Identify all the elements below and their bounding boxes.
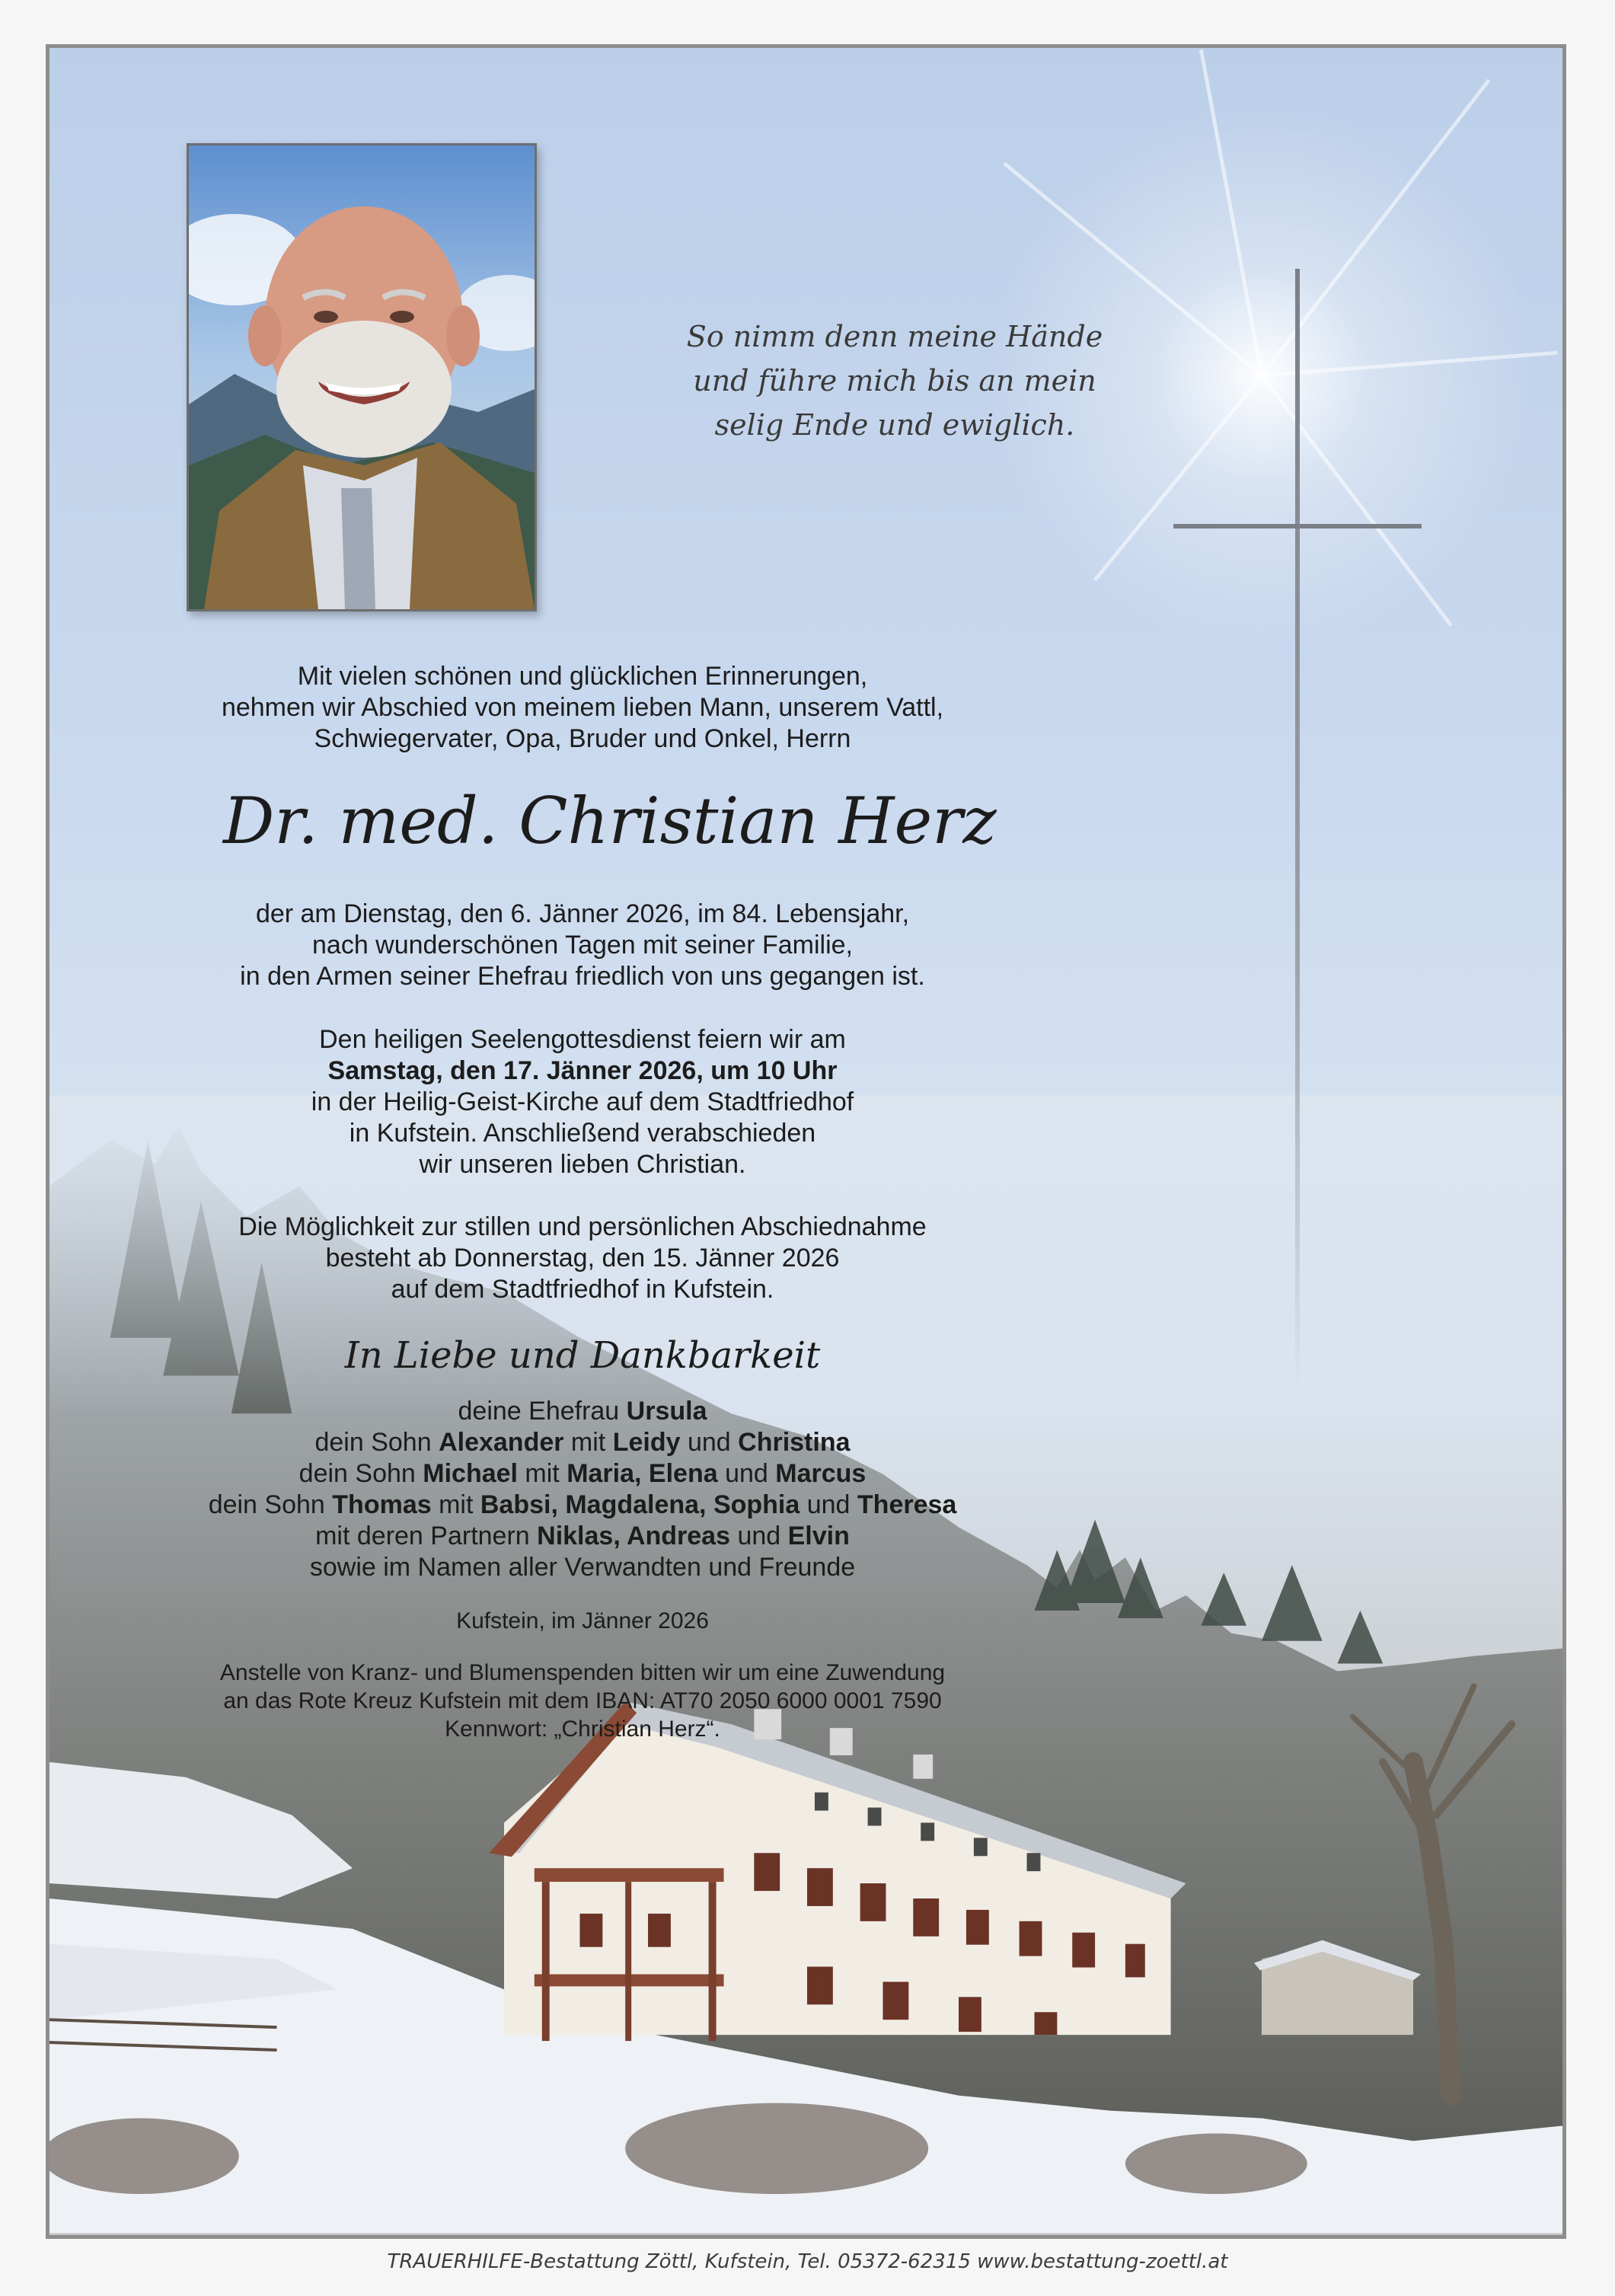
death-line: in den Armen seiner Ehefrau friedlich von uns gegangen ist. — [240, 962, 925, 991]
death-notice-text — [202, 899, 963, 992]
place-date: Kufstein, im Jänner 2026 — [456, 1608, 709, 1633]
intro-line: Schwiegervater, Opa, Bruder und Onkel, Herrn — [314, 724, 851, 753]
quote-line: und führe mich bis an mein — [693, 364, 1096, 398]
service-line: Den heiligen Seelengottesdienst feiern wir am — [319, 1025, 846, 1054]
service-date: Samstag, den 17. Jänner 2026, um 10 Uhr — [327, 1056, 838, 1085]
obituary-card — [46, 44, 1566, 2239]
family-line: dein Sohn Alexander mit Leidy und Christina — [314, 1428, 851, 1457]
donation-line: Kennwort: „Christian Herz“. — [445, 1716, 720, 1742]
farewell-line: Die Möglichkeit zur stillen und persönlichen Abschiednahme — [238, 1212, 927, 1241]
farewell-line: auf dem Stadtfriedhof in Kufstein. — [391, 1275, 774, 1304]
death-line: nach wunderschönen Tagen mit seiner Familie, — [312, 931, 853, 960]
verse-quote — [628, 315, 1161, 447]
farewell-text — [202, 1212, 963, 1305]
quote-line: So nimm denn meine Hände — [686, 320, 1103, 353]
quote-line: selig Ende und ewiglich. — [714, 408, 1075, 442]
cross-horizontal-beam — [1173, 524, 1422, 528]
service-line: wir unseren lieben Christian. — [419, 1150, 746, 1179]
funeral-service-text — [202, 1024, 963, 1180]
donation-text — [202, 1659, 963, 1743]
family-line: mit deren Partnern Niklas, Andreas und Elvin — [315, 1522, 850, 1550]
family-line: deine Ehefrau Ursula — [458, 1397, 707, 1426]
deceased-name: Dr. med. Christian Herz — [223, 784, 997, 858]
portrait-photo — [187, 143, 537, 612]
death-line: der am Dienstag, den 6. Jänner 2026, im 84. Lebensjahr, — [255, 899, 910, 928]
funeral-home-footer: TRAUERHILFE-Bestattung Zöttl, Kufstein, Tel. 05372-62315 www.bestattung-zoettl.at — [387, 2250, 1228, 2273]
intro-line: nehmen wir Abschied von meinem lieben Mann, unserem Vattl, — [221, 693, 944, 722]
intro-line: Mit vielen schönen und glücklichen Erinnerungen, — [297, 662, 868, 691]
family-line: dein Sohn Thomas mit Babsi, Magdalena, Sophia und Theresa — [208, 1490, 957, 1519]
closing-heading: In Liebe und Dankbarkeit — [344, 1334, 821, 1377]
family-line: sowie im Namen aller Verwandten und Freunde — [309, 1553, 856, 1582]
intro-text — [202, 661, 963, 755]
service-line: in Kufstein. Anschließend verabschieden — [349, 1119, 816, 1148]
family-line: dein Sohn Michael mit Maria, Elena und Marcus — [298, 1459, 867, 1488]
farewell-line: besteht ab Donnerstag, den 15. Jänner 2026 — [325, 1244, 840, 1273]
family-list — [202, 1396, 963, 1583]
donation-line: Anstelle von Kranz- und Blumenspenden bitten wir um eine Zuwendung — [219, 1660, 946, 1685]
cross-vertical-beam — [1295, 269, 1300, 1388]
donation-line: an das Rote Kreuz Kufstein mit dem IBAN: AT70 2050 6000 0001 7590 — [223, 1688, 942, 1713]
service-line: in der Heilig-Geist-Kirche auf dem Stadtfriedhof — [311, 1087, 854, 1116]
